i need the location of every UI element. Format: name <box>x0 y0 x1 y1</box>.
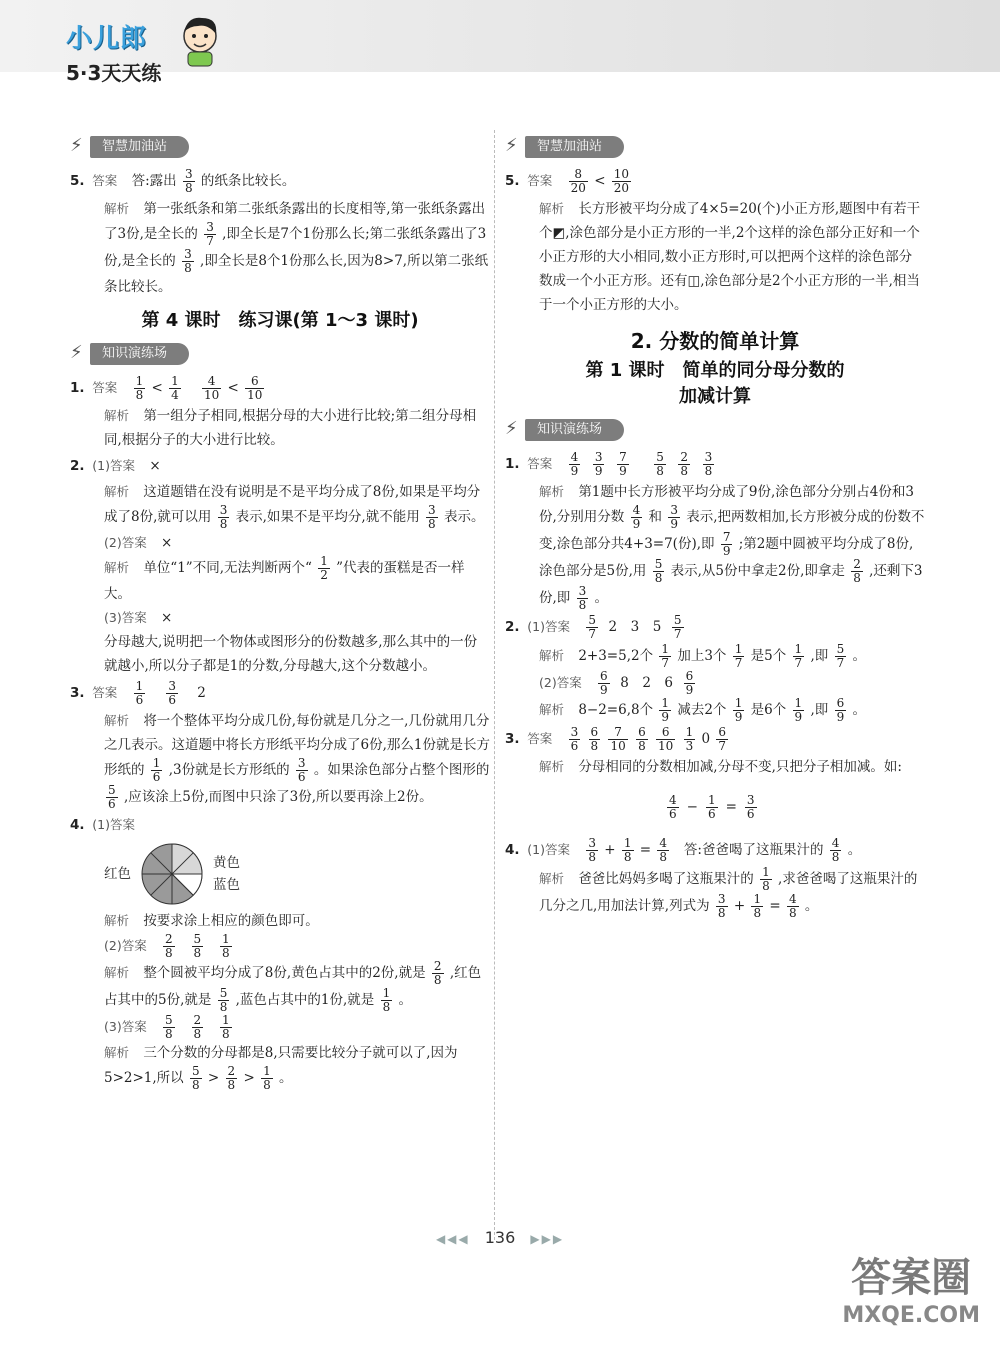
page-footer <box>0 1228 1000 1247</box>
analysis <box>70 1041 490 1092</box>
analysis-text: 第1题中长方形被平均分成了9份,涂色部分分别占4份和3份,分别用分数 <box>539 484 914 525</box>
analysis-text: 这道题错在没有说明是不是平均分成了8份,如果是平均分成了8份,就可以用 <box>104 484 481 525</box>
analysis <box>505 755 925 779</box>
fraction: $\frac{2}{8}$ <box>853 557 861 585</box>
banner-label: 知识演练场 <box>525 419 624 441</box>
question-number: 5. <box>70 173 85 189</box>
question-2 <box>505 614 925 641</box>
operator: = <box>639 842 652 858</box>
answer-label: (2)答案 <box>539 675 582 690</box>
question-number: 2. <box>70 458 85 474</box>
answer-text: 2 3 5 <box>608 619 662 635</box>
fraction: $\frac{3}{9}$ <box>670 503 678 531</box>
analysis: 分母越大,说明把一个物体或图形分的份数越多,那么其中的一份就越小,所以分子都是1的分数,分母越大,这个分数越小。 <box>104 634 478 674</box>
analysis <box>70 909 490 933</box>
analysis <box>505 697 925 724</box>
banner-icon: ⚡ <box>70 135 83 156</box>
analysis-text: 减去2个 <box>677 702 727 718</box>
answer-label: 答案 <box>527 731 553 746</box>
answer-text: 的纸条比较长。 <box>200 173 296 189</box>
analysis-text: ,蓝色占其中的1份,就是 <box>235 992 375 1008</box>
fraction: $\frac{3}{8}$ <box>717 892 726 920</box>
fraction: $\frac{7}{9}$ <box>722 530 731 558</box>
sub-answer <box>505 670 925 697</box>
analysis-text: 长方形被平均分成了4×5=20(个)小正方形,题图中有若干个◩,涂色部分是小正方形的一半,2个这样的涂色部分正好和一个小正方形的大小相同,数小正方形时,可以把两个这样的涂色部分数成一个小正方形。还有◫,涂色部分是2个小正方形的一半,相当于一个小正方形的大小。 <box>539 201 921 313</box>
fraction: $\frac{1}{4}$ <box>171 374 179 402</box>
question-number: 4. <box>505 842 520 858</box>
brand-logo <box>66 18 161 86</box>
answer-label: (1)答案 <box>92 817 136 832</box>
analysis-text: ”代表的蛋糕是否一样大。 <box>104 560 465 602</box>
fraction: $\frac{6}{10}$ <box>658 725 674 753</box>
analysis-text: 表示,从5份中拿走2份,即拿走 <box>670 563 845 579</box>
sub-answer <box>70 606 490 630</box>
analysis-label: 解析 <box>104 713 130 728</box>
operator: = <box>725 799 737 815</box>
analysis <box>70 480 490 531</box>
fraction: $\frac{2}{8}$ <box>680 450 689 478</box>
fraction: $\frac{6}{8}$ <box>638 725 646 753</box>
fraction: $\frac{5}{8}$ <box>191 1064 200 1092</box>
fraction: $\frac{4}{10}$ <box>203 374 220 402</box>
fraction: $\frac{6}{9}$ <box>836 696 845 724</box>
left-column <box>70 128 490 1092</box>
fraction: $\frac{1}{8}$ <box>222 932 230 960</box>
question-number: 3. <box>505 731 520 747</box>
fraction: $\frac{4}{8}$ <box>659 836 668 864</box>
fraction: $\frac{1}{9}$ <box>661 696 670 724</box>
analysis-text: 8−2=6,8个 <box>578 702 654 718</box>
section-banner <box>70 132 490 162</box>
analysis-text: ,红色占其中的5份,就是 <box>104 965 482 1008</box>
fraction: $\frac{1}{8}$ <box>135 374 144 402</box>
analysis-label: 解析 <box>539 759 565 774</box>
question-3 <box>70 680 490 707</box>
analysis-label: 解析 <box>104 913 130 928</box>
fraction: $\frac{2}{8}$ <box>433 959 442 987</box>
fraction: $\frac{3}{6}$ <box>297 756 306 784</box>
analysis-label: 解析 <box>539 702 565 717</box>
fraction: $\frac{6}{9}$ <box>600 669 608 697</box>
banner-icon: ⚡ <box>505 418 518 439</box>
question-number: 2. <box>505 619 520 635</box>
sub-answer <box>70 531 490 555</box>
banner-label: 智慧加油站 <box>90 136 189 158</box>
answer-label: 答案 <box>527 456 553 471</box>
fraction: $\frac{5}{8}$ <box>219 986 228 1014</box>
sub-answer <box>70 933 490 960</box>
fraction: $\frac{7}{10}$ <box>610 725 626 753</box>
operator: + <box>733 898 746 914</box>
analysis-label: 解析 <box>104 408 130 423</box>
analysis-label: 解析 <box>539 648 565 663</box>
banner-label: 知识演练场 <box>90 343 189 365</box>
analysis-text: 2+3=5,2个 <box>578 648 654 664</box>
pie-figure <box>70 839 490 909</box>
analysis-text: 第一张纸条和第二张纸条露出的长度相等,第一张纸条露出了3份,是全长的 <box>104 201 486 242</box>
operator: = <box>769 898 781 914</box>
lesson-title-cont: 加减计算 <box>679 386 751 407</box>
analysis-text: ,即全长是7个1份那么长;第二张纸条露出了3份,是全长的 <box>104 226 487 269</box>
answer-text: 0 <box>701 731 711 747</box>
prev-arrows-icon: ◀◀◀ <box>435 1232 470 1246</box>
fraction: $\frac{6}{9}$ <box>685 669 694 697</box>
analysis-text: 爸爸比妈妈多喝了这瓶果汁的 <box>578 871 754 887</box>
answer-label: (2)答案 <box>104 938 147 953</box>
section-banner <box>505 415 925 445</box>
analysis-text: ,3份就是长方形纸的 <box>168 762 290 778</box>
analysis <box>70 197 490 299</box>
section-banner <box>70 339 490 369</box>
question-4 <box>70 813 490 837</box>
operator: − <box>686 799 698 815</box>
answer-text: × <box>161 610 173 626</box>
fraction: $\frac{4}{9}$ <box>570 450 579 478</box>
pie-label-blue: 蓝色 <box>213 877 240 893</box>
fraction: $\frac{5}{7}$ <box>836 642 845 670</box>
analysis-label: 解析 <box>104 1045 130 1060</box>
analysis <box>70 404 490 452</box>
fraction: $\frac{3}{8}$ <box>184 247 192 275</box>
sub-answer <box>70 1014 490 1041</box>
question-3 <box>505 726 925 753</box>
analysis <box>70 960 490 1014</box>
analysis-text: 按要求涂上相应的颜色即可。 <box>143 913 319 929</box>
fraction: $\frac{5}{6}$ <box>108 783 116 811</box>
analysis-text: 是6个 <box>750 702 787 718</box>
fraction: $\frac{3}{6}$ <box>168 679 177 707</box>
analysis-text: 。 <box>804 898 819 914</box>
analysis-label: 解析 <box>104 965 130 980</box>
question-1 <box>505 451 925 478</box>
brand-name: 小儿郎 <box>66 24 148 54</box>
fraction: $\frac{6}{8}$ <box>590 725 599 753</box>
answer-text: 答:爸爸喝了这瓶果汁的 <box>683 842 824 858</box>
question-number: 3. <box>70 685 85 701</box>
analysis-text: 。 <box>398 992 413 1008</box>
operator: < <box>151 380 163 396</box>
fraction: $\frac{3}{7}$ <box>206 220 214 248</box>
fraction: $\frac{5}{8}$ <box>193 932 202 960</box>
question-2 <box>70 454 490 478</box>
fraction: $\frac{5}{8}$ <box>656 450 664 478</box>
analysis-label: 解析 <box>539 871 565 886</box>
fraction: $\frac{3}{8}$ <box>184 167 193 195</box>
column-divider <box>494 130 495 1240</box>
answer-label: (1)答案 <box>527 842 571 857</box>
analysis-text: 表示,把两数相加,长方形被分成的份数不变,涂色部分共4+3=7(份),即 <box>539 509 925 552</box>
fraction: $\frac{8}{20}$ <box>570 167 586 195</box>
analysis-text: 第一组分子相同,根据分母的大小进行比较;第二组分母相同,根据分子的大小进行比较。 <box>104 408 477 448</box>
pie-chart-icon <box>137 839 207 909</box>
fraction: $\frac{6}{7}$ <box>718 725 727 753</box>
fraction: $\frac{1}{6}$ <box>707 792 716 821</box>
fraction: $\frac{3}{6}$ <box>570 725 579 753</box>
question-5 <box>70 168 490 195</box>
question-number: 5. <box>505 173 520 189</box>
analysis-text: 和 <box>648 509 663 525</box>
operator: < <box>594 173 606 189</box>
lesson-title: 第 1 课时 简单的同分母分数的 <box>585 360 845 381</box>
analysis <box>505 866 925 920</box>
analysis-text: 整个圆被平均分成了8份,黄色占其中的2份,就是 <box>143 965 426 981</box>
fraction: $\frac{1}{8}$ <box>753 892 762 920</box>
fraction: $\frac{6}{10}$ <box>247 374 263 402</box>
operator: > <box>207 1070 220 1086</box>
analysis-text: ,即全长是8个1份那么长,因为8>7,所以第二张纸条比较长。 <box>104 253 489 295</box>
question-1 <box>70 375 490 402</box>
answer-label: 答案 <box>92 380 118 395</box>
analysis-text: ,即 <box>810 648 829 664</box>
analysis-label: 解析 <box>104 560 130 575</box>
analysis-text: 单位“1”不同,无法判断两个“ <box>143 560 312 576</box>
question-number: 1. <box>505 456 520 472</box>
fraction: $\frac{1}{2}$ <box>320 554 328 582</box>
fraction: $\frac{1}{9}$ <box>794 696 803 724</box>
fraction: $\frac{5}{8}$ <box>165 1013 173 1041</box>
analysis-text: ,还剩下3份,即 <box>539 563 923 606</box>
fraction: $\frac{3}{8}$ <box>578 584 587 612</box>
answer-label: 答案 <box>527 173 553 188</box>
watermark-top: 答案圈 <box>851 1255 972 1301</box>
answer-text: × <box>149 458 161 474</box>
analysis-text: ,求爸爸喝了这瓶果汁的几分之几,用加法计算,列式为 <box>539 871 918 914</box>
operator: < <box>227 380 239 396</box>
series-name: 5·3天天练 <box>66 61 162 85</box>
answer-label: 答案 <box>92 173 118 188</box>
analysis-text: 表示。 <box>443 509 485 525</box>
question-5 <box>505 168 925 195</box>
analysis-text: 分母相同的分数相加减,分母不变,只把分子相加减。如: <box>578 759 902 775</box>
analysis-text: 表示,如果不是平均分,就不能用 <box>235 509 420 525</box>
example-equation <box>665 779 759 835</box>
fraction: $\frac{1}{7}$ <box>794 642 803 670</box>
analysis-text: 将一个整体平均分成几份,每份就是几分之一,几份就用几分之几表示。这道题中将长方形纸平均分成了6份,那么1份就是长方形纸的 <box>104 713 490 778</box>
analysis-text: 。 <box>852 702 867 718</box>
analysis-label: 解析 <box>539 201 565 216</box>
page-number: 136 <box>484 1228 516 1247</box>
fraction: $\frac{2}{8}$ <box>227 1064 236 1092</box>
question-number: 1. <box>70 380 85 396</box>
answer-text: 答:露出 <box>131 173 177 189</box>
fraction: $\frac{3}{8}$ <box>428 503 436 531</box>
answer-text: 8 2 6 <box>620 675 674 691</box>
fraction: $\frac{1}{6}$ <box>152 756 161 784</box>
answer-label: (1)答案 <box>527 619 571 634</box>
fraction: $\frac{1}{8}$ <box>762 865 770 893</box>
question-4 <box>505 837 925 864</box>
analysis <box>70 709 490 811</box>
answer-label: (2)答案 <box>104 535 147 550</box>
analysis <box>70 555 490 606</box>
analysis-text: 。如果涂色部分占整个图形的 <box>313 762 490 778</box>
analysis-text: ;第2题中圆被平均分成了8份,涂色部分是5份,用 <box>539 536 914 579</box>
fraction: $\frac{1}{8}$ <box>382 986 391 1014</box>
fraction: $\frac{4}{6}$ <box>669 792 677 821</box>
banner-label: 智慧加油站 <box>525 136 624 158</box>
answer-text: 。 <box>847 842 862 858</box>
fraction: $\frac{1}{7}$ <box>734 642 743 670</box>
fraction: $\frac{5}{7}$ <box>673 613 682 641</box>
analysis <box>505 643 925 670</box>
pie-label-red: 红色 <box>104 866 131 882</box>
fraction: $\frac{1}{8}$ <box>222 1013 230 1041</box>
fraction: $\frac{4}{8}$ <box>788 892 797 920</box>
watermark-logo <box>842 1246 980 1328</box>
fraction: $\frac{3}{6}$ <box>746 792 755 821</box>
section-banner <box>505 132 925 162</box>
fraction: $\frac{5}{8}$ <box>654 557 663 585</box>
banner-icon: ⚡ <box>505 135 518 156</box>
analysis-text: 。 <box>594 590 609 606</box>
section-title: 2. 分数的简单计算 <box>630 329 800 353</box>
fraction: $\frac{7}{9}$ <box>619 450 627 478</box>
operator: + <box>604 842 616 858</box>
fraction: $\frac{1}{9}$ <box>734 696 743 724</box>
analysis <box>505 480 925 612</box>
fraction: $\frac{3}{9}$ <box>594 450 603 478</box>
fraction: $\frac{1}{3}$ <box>685 725 694 753</box>
next-arrows-icon: ▶▶▶ <box>530 1232 565 1246</box>
lesson-title: 第 4 课时 练习课(第 1～3 课时) <box>141 310 419 331</box>
analysis-text: 三个分数的分母都是8,只需要比较分子就可以了,因为5>2>1,所以 <box>104 1045 458 1086</box>
answer-label: (3)答案 <box>104 610 147 625</box>
fraction: $\frac{3}{8}$ <box>219 503 228 531</box>
analysis-text: ,应该涂上5份,而图中只涂了3份,所以要再涂上2份。 <box>123 789 433 805</box>
fraction: $\frac{1}{8}$ <box>623 836 632 864</box>
analysis-label: 解析 <box>104 484 130 499</box>
fraction: $\frac{4}{8}$ <box>831 836 840 864</box>
fraction: $\frac{10}{20}$ <box>613 167 630 195</box>
fraction: $\frac{3}{8}$ <box>704 450 713 478</box>
fraction: $\frac{2}{8}$ <box>165 932 173 960</box>
answer-text: 2 <box>197 685 206 701</box>
question-number: 4. <box>70 817 85 833</box>
analysis-label: 解析 <box>104 201 130 216</box>
analysis-label: 解析 <box>539 484 565 499</box>
fraction: $\frac{1}{7}$ <box>661 642 670 670</box>
fraction: $\frac{4}{9}$ <box>632 503 641 531</box>
mascot-icon <box>178 14 222 68</box>
answer-label: 答案 <box>92 685 118 700</box>
analysis-text: 。 <box>279 1070 293 1086</box>
answer-text: × <box>161 535 173 551</box>
analysis-text: ,即 <box>810 702 829 718</box>
page-header <box>0 0 1000 85</box>
operator: > <box>243 1070 255 1086</box>
right-column <box>505 128 925 920</box>
answer-label: (3)答案 <box>104 1019 147 1034</box>
analysis <box>505 197 925 317</box>
analysis-text: 是5个 <box>750 648 787 664</box>
fraction: $\frac{1}{8}$ <box>263 1064 271 1092</box>
answer-label: (1)答案 <box>92 458 136 473</box>
analysis-text: 。 <box>852 648 867 664</box>
banner-icon: ⚡ <box>70 342 83 363</box>
watermark-bottom: MXQE.COM <box>842 1303 980 1328</box>
fraction: $\frac{1}{6}$ <box>135 679 144 707</box>
pie-label-yellow: 黄色 <box>213 855 240 871</box>
fraction: $\frac{5}{7}$ <box>588 613 596 641</box>
fraction: $\frac{2}{8}$ <box>193 1013 202 1041</box>
fraction: $\frac{3}{8}$ <box>588 836 596 864</box>
analysis-text: 加上3个 <box>677 648 727 664</box>
